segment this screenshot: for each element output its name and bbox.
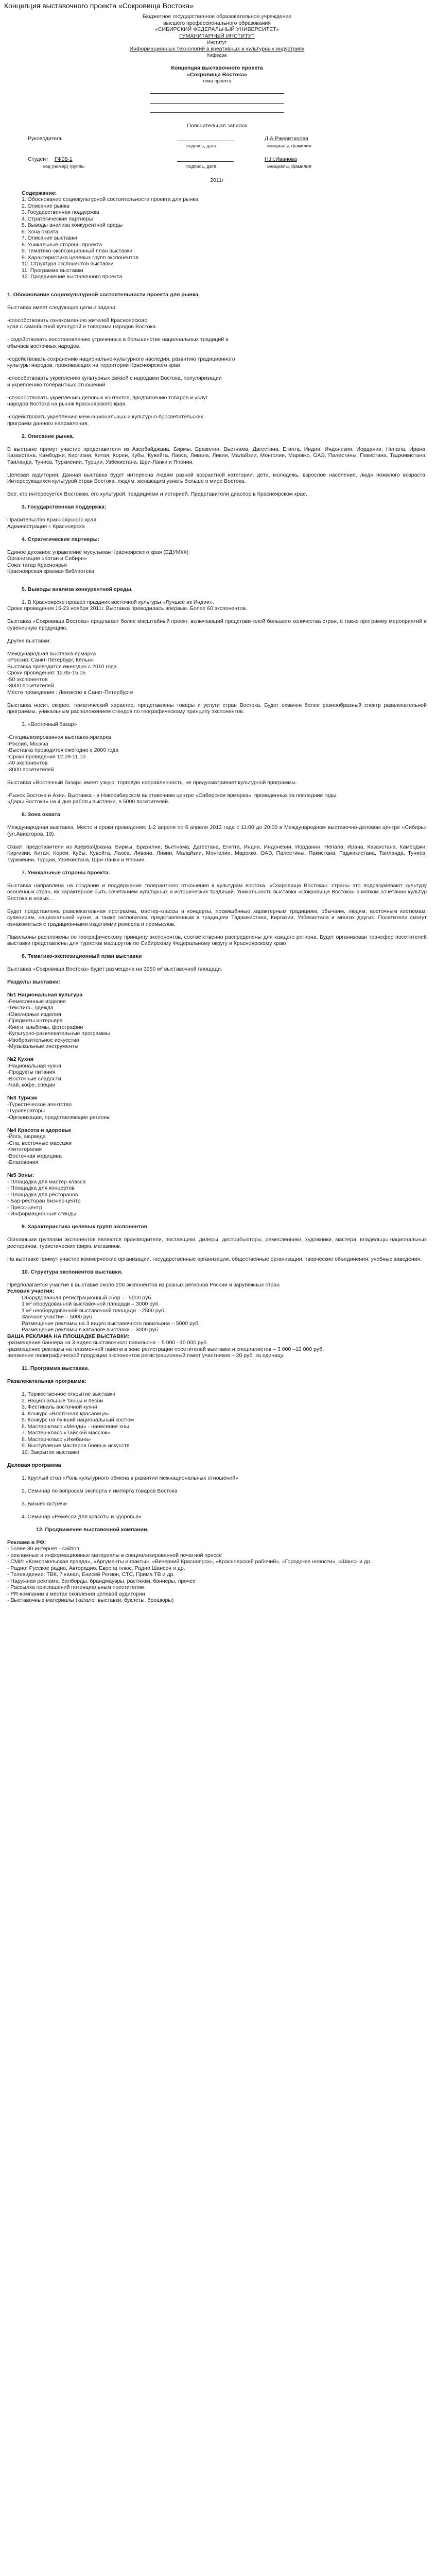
promotion-item: - Радио: Русское радио, Авторадио, Европа плюс, Радио Шансон и др.: [7, 1565, 185, 1571]
terms-item: 1 м² оборудованной выставочной площади – 3000 руб.: [22, 1301, 160, 1307]
section-1-goal: -способствовать ознакомлению жителей Красноярского: [7, 317, 148, 324]
exhibition-section-item: -Чай, кофе, специи: [7, 1082, 56, 1088]
advertising-item: -размещение рекламы на плазменной панели в зоне регистрации посетителей выставки и специалистов – 3 000 –12 000 руб.: [7, 1346, 324, 1352]
zone-item: - Площадка для мастер-класса: [7, 1178, 86, 1185]
zone-item: - Бар-ресторан Бизнес-центр: [7, 1198, 81, 1204]
advertising-item: -вложение полиграфической продукции экспонентов регистрационный пакет участников – 20 руб. за единицу.: [7, 1352, 285, 1359]
toc-list: [7, 196, 427, 280]
section-5-text: -Специализированная выставка-ярмарка: [7, 734, 111, 740]
exhibition-section-item: №3 Туризм: [7, 1095, 37, 1101]
header-university: «СИБИРСКИЙ ФЕДЕРАЛЬНЫЙ УНИВЕРСИТЕТ»: [155, 26, 279, 32]
section-3-item: Администрация г. Красноярска: [7, 523, 85, 530]
section-5-text: 1. В Красноярске прошел праздник восточной культуры «Лучшее из Индии».: [22, 599, 214, 605]
program-item: 3. Фестиваль восточной кухни: [22, 1404, 97, 1410]
exhibition-section-item: -Восточная медицина: [7, 1153, 62, 1159]
exhibition-section-item: -Ремесленные изделия: [7, 998, 66, 1005]
promotion-item: - рекламные и информационные материалы в специализированной печатной прессе: [7, 1552, 222, 1558]
exhibition-section-item: -Благовония: [7, 1159, 39, 1165]
section-11-title: 11. Программа выставки.: [22, 1365, 90, 1371]
exhibition-section-item: -Национальная кухня: [7, 1062, 61, 1069]
supervisor-row: [7, 135, 427, 143]
section-4-item: Единое духовное управление мусульман Красноярского края (ЕДУМКК): [7, 549, 189, 555]
section-1-intro: Выставка имеет следующие цели и задачи:: [7, 304, 117, 311]
business-program-item: 3. Бизнес-встречи: [22, 1500, 67, 1507]
section-1-goal: -содействовать сохранению национально-культурного наследия, развитию традиционного: [7, 355, 235, 362]
section-6-text: Международная выставка. Место и сроки проведения: 1-2 апреля по 6 апреля 2012 года с 11:00 до 20:00 в Международном выставочно-деловом центре «Сибирь» (ул.Авиаторов, 19).: [7, 824, 427, 837]
section-1-goal: и укреплению толерантных отношений: [7, 381, 106, 388]
exhibition-section-item: -Книги, альбомы, фотографии: [7, 1024, 83, 1030]
zone-item: - Площадка для концертов: [7, 1185, 75, 1191]
toc-title: Содержание:: [22, 190, 57, 196]
document-body: [7, 13, 427, 1604]
section-9-text: Основными группами экспонентов являются производители, поставщики, дилеры, дистрибьюторы, ремесленники, художники, мастера, владельцы национальных ресторанов, туристических фирм, магазинов.: [7, 1236, 427, 1249]
section-8-text: Выставка «Сокровища Востока» будет размещена на 3250 м² выставочной площади.: [7, 966, 222, 972]
student-name-caption: инициалы, фамилия: [267, 164, 311, 169]
section-7-text: Будет представлена развлекательная программа, мастер-классы и концерты, посвящённые характерным традициям, обычаям, людям, восточным костюмам, сувенирам, национальной кухне, а также экспонатам, представленным в традициях Таджикистана, Киргизии, Узбекистана и многих других. Посетители смогут ознакомиться с традиционными изделиями ремесла и промыслов.: [7, 908, 427, 927]
section-5-text: Выставка носит, скорее, тематический характер, представлены товары и услуги стран Востока. Будет охвачен более разнообразный спектр развлекательной программы, уникальным расположением стендов по географическому принципу экспонентов.: [7, 702, 427, 715]
business-program-item: 1. Круглый стол «Роль культурного обмена в развитии межнациональных отношений»: [22, 1475, 239, 1481]
header-department: Информационных технологий в креативных и культурных индустриях: [129, 45, 305, 52]
toc-item: 8. Уникальные стороны проекта: [22, 241, 102, 248]
section-5-text: Выставка проводится ежегодно с 2010 года.: [7, 663, 118, 670]
business-program-item: 2. Семинар по вопросам экспорта и импорта товаров Востока: [22, 1487, 178, 1494]
advertising-title: ВАША РЕКЛАМА НА ПЛОЩАДКЕ ВЫСТАВКИ:: [7, 1333, 130, 1340]
student-name: Н.Н.Иванова: [265, 156, 297, 162]
section-5-text: Сроки проведения 15-23 ноября 2011г. Выставка проводилась впервые. Более 60 экспонентов.: [7, 605, 248, 612]
section-8-list: [7, 992, 427, 1217]
promotion-subtitle: Реклама в РФ:: [7, 1539, 46, 1546]
header-institute-label: Институт: [207, 40, 227, 45]
terms-item: Размещение рекламы в каталоге выставки – 3000 руб.: [22, 1327, 160, 1333]
supervisor-signature-caption: подпись, дата: [186, 143, 217, 148]
student-label: Студент: [28, 156, 48, 162]
exhibition-section-item: -Фитотерапия: [7, 1146, 42, 1153]
section-2-title: 2. Описание рынка.: [22, 433, 74, 439]
section-5-text: -Сроки проведения 12.09-11.10: [7, 753, 86, 760]
exhibition-section-item: -Туроператоры: [7, 1108, 45, 1114]
exhibition-section-item: -Спа, восточные массажи: [7, 1140, 72, 1146]
section-1-goal: -содействовать укреплению межнациональных и культурно-просветительских: [7, 414, 203, 420]
section-6-title: 6. Зона охвата: [22, 811, 60, 818]
student-caption-row: [7, 163, 427, 171]
section-5-text: Выставка «Восточный базар» имеет узкую, торговую направленность, не предусматривает культурной программы.: [7, 779, 297, 786]
section-1-goal: края с самобытной культурой и товарами народов Востока.: [7, 324, 158, 330]
section-8-title: 8. Тематико-экспозиционный план выставки: [22, 953, 142, 959]
section-10-title: 10. Структура экспонентов выставки.: [22, 1268, 123, 1275]
section-1-goal: культуры народов, проживающих на территории Красноярского края: [7, 362, 180, 368]
section-5-text: Международная выставка-ярмарка: [7, 650, 96, 657]
section-8-subtitle: Разделы выставки:: [7, 979, 61, 985]
exhibition-section-item: №2 Кухня: [7, 1056, 34, 1062]
section-5-subtitle: Другие выставки:: [7, 637, 51, 644]
toc-item: 3. Государственная поддержка: [22, 209, 99, 215]
promotion-item: - более 30 интернет - сайтов: [7, 1546, 79, 1552]
promotion-item: - Рассылка приглашений потенциальным посетителям: [7, 1584, 145, 1590]
header-edu: высшего профессионального образования: [163, 20, 271, 26]
section-7-text: Павильоны распложены по географическому принципу экспонентов, соответственно распределены для каждого региона. Будет организован трансфер посетителей выставки представлены для туристов маршрутов по Сибирскому Федеральному округу и Красноярскому краю: [7, 934, 427, 946]
section-1-goal: - содействовать восстановлению утраченных в большинстве национальных традиций и: [7, 336, 229, 343]
exhibition-section-item: -Изобразительное искусство: [7, 1037, 79, 1043]
exhibition-section-item: -Восточные сладости: [7, 1075, 61, 1082]
section-5-text: -3000 посетителей: [7, 683, 54, 689]
section-5-text: -Рынок Востока и Азии. Выставка - в Новосибирском выставочном центре «Сибирская ярмарка», проведенных за последние годы.: [7, 792, 338, 799]
exhibition-section-item: №4 Красота и здоровье: [7, 1127, 72, 1133]
toc-item: 6. Зона охвата: [22, 228, 58, 235]
supervisor-label: Руководитель: [28, 135, 63, 142]
program-item: 2. Национальные танцы и песни: [22, 1397, 103, 1404]
student-row: [7, 156, 427, 163]
exhibition-section-item: -Продукты питания: [7, 1069, 56, 1075]
toc-item: 4. Стратегические партнеры: [22, 215, 93, 222]
zone-item: - Площадка для ресторанов: [7, 1191, 78, 1198]
business-program-item: 4. Семинар «Ремесла для красоты и здоровья»: [22, 1513, 142, 1520]
entertainment-title: Развлекательная программа:: [7, 1378, 86, 1384]
zone-item: - Информационные стенды: [7, 1211, 77, 1217]
section-12-title: 12. Продвижение выставочной компании.: [36, 1526, 149, 1533]
header-department-label: Кафедра: [207, 53, 227, 58]
section-4-title: 4. Стратегические партнеры:: [22, 536, 100, 543]
section-1-goal: программ данного направления.: [7, 420, 89, 427]
section-7-text: Выставка направлена на создание и поддержание толерантного отношения к культурам востока. «Сокровища Востока»: страны это подразумевают культуру особенных стран, их характерное быть сочетанием культурных и исторических традиций. Уникальность выставки «Сокровища Востока» в мягком сочетании культур Востока и новых...: [7, 882, 427, 902]
zone-item: - Пресс-центр: [7, 1204, 42, 1211]
supervisor-signature-line: [177, 135, 234, 141]
exhibition-section-item: -Йога, аюрведа: [7, 1133, 46, 1140]
student-signature-line: [177, 156, 234, 162]
document-title: Концепция выставочного проекта «Сокровища Востока»: [4, 2, 194, 10]
section-3-title: 3. Государственная поддержка:: [22, 504, 107, 510]
toc-item: 9. Тематико-экспозиционный план выставки: [22, 248, 133, 254]
document-year: 2011г: [210, 177, 224, 183]
terms-item: Размещение рекламы на 3 видео выставочного павильона – 5000 руб.: [22, 1320, 200, 1327]
student-group-caption: код (номер) группы: [43, 164, 85, 169]
section-5-text: Сроки проведения: 12.05-15.05: [7, 670, 86, 676]
program-item: 7. Мастер-класс «Тайский массаж»: [22, 1430, 110, 1436]
program-item: 8. Мастер-класс «Икебана»: [22, 1436, 91, 1443]
section-5-text: Место проведения : Ленэкспо в Санкт-Петербурге: [7, 689, 133, 696]
section-1-goal: обычаев восточных народов.: [7, 343, 81, 349]
header-ministry: Бюджетное государственное образовательное учреждение: [142, 13, 292, 20]
business-program-title: Деловая программа: [7, 1462, 61, 1468]
section-1-title: 1. Обоснование социокультурной состоятельности проекта для рынка.: [7, 291, 200, 298]
explanatory-note: Пояснительная записка: [187, 122, 247, 129]
section-9-text: На выставке примут участие коммерческие организации, государственные организации, общественные организации, творческие объединения, учебные заведения.: [7, 1256, 422, 1262]
zones-title: №5 Зоны:: [7, 1172, 34, 1178]
program-item: 9. Выступление мастеров боевых искусств: [22, 1443, 130, 1449]
supervisor-caption-row: [7, 143, 427, 150]
section-4-item: Организация «Котан и Сибири»: [7, 555, 87, 562]
section-5-text: -3000 посетителей: [7, 766, 54, 773]
exhibition-section-item: -Туристическое агентство: [7, 1101, 72, 1108]
section-5-text: -50 экспонентов: [7, 676, 48, 683]
terms-title: Условия участия:: [7, 1288, 55, 1294]
exhibition-section-item: -Предметы интерьера: [7, 1018, 63, 1024]
program-item: 5. Конкурс на лучший национальный костюм: [22, 1417, 134, 1423]
toc-item: 11. Программа выставки: [22, 267, 83, 274]
toc-item: 5. Выводы анализа конкурентной среды: [22, 222, 123, 228]
toc-item: 12. Продвижение выставочного проекта: [22, 274, 123, 280]
terms-item: Оборудованная регистрационный сбор — 5000 руб.: [22, 1294, 153, 1301]
blank-line: [150, 98, 284, 104]
promotion-item: - Наружная реклама: билборды, брандмауэры, растяжки, баннеры, прочее: [7, 1578, 196, 1584]
program-item: 10. Закрытие выставки: [22, 1449, 80, 1455]
project-title-label: тема проекта: [202, 78, 232, 83]
section-5-title: 5. Выводы анализа конкурентной среды.: [22, 586, 133, 592]
blank-line: [150, 88, 284, 94]
section-6-text: Охват: представители из Азербайджана, Бирмы, Бразилии, Вьетнама, Дагестана, Египта, Индии, Индонезии, Иордании, Непала, Ирана, Казахстана, Камбоджи, Киргизии, Китая, Кореи, Кубы, Кувейта, Лаоса, Ливана, Ливии, Малайзии, Монголии, Марокко, ОАЭ, Палестины, Пакистана, Таджикистана, Таиланда, Туниса, Туркмении, Турции, Узбекистана, Шри-Ланки и Японии.: [7, 843, 427, 863]
section-4-item: Союз татар Красноярья: [7, 562, 67, 568]
supervisor-name: Д.А.Ржевитинова: [265, 135, 308, 142]
advertising-item: -размещение баннера на 3 видео выставочного павильона – 5 000 –10 000 руб.: [7, 1340, 208, 1346]
section-7-title: 7. Уникальные стороны проекта.: [22, 869, 110, 876]
exhibition-section-item: -Культурно-развлекательные программы: [7, 1030, 110, 1037]
promotion-item: - Выставочные материалы (каталог выставки, буклеты, брошюры): [7, 1597, 174, 1603]
section-5-text: -40 экспонентов: [7, 760, 48, 766]
program-item: 1. Торжественное открытие выставки: [22, 1391, 116, 1397]
exhibition-section-item: №1 Национальная культура: [7, 992, 83, 998]
section-3-item: Правительство Красноярского края: [7, 517, 97, 523]
student-signature-caption: подпись, дата: [186, 164, 217, 169]
exhibition-section-item: -Музыкальные инструменты: [7, 1043, 79, 1049]
section-2-paragraph: Целевая аудитория: Данная выставка будет интересна людям разной возрастной категории: дети, молодежь, взрослое население, люди пожилого возраста. Интересующихся культурой стран Востока, людям, желающим узнать больше о мире Востока.: [7, 471, 427, 484]
project-title-line1: Концепция выставочного проекта: [171, 65, 263, 71]
exhibition-section-item: -Ювелирные изделия: [7, 1011, 61, 1018]
toc-item: 10. Структура экспонентов выставки: [22, 261, 114, 267]
section-5-text: «Дары Востока» на 4 дня работы выставки, в 5000 посетителей.: [7, 799, 169, 805]
program-item: 6. Мастер-класс «Менди» - нанесение хны: [22, 1423, 129, 1430]
section-9-title: 9. Характеристика целевых групп экспонентов: [22, 1224, 148, 1230]
section-1-goal: -способствовать укреплению культурных связей с народами Востока, популяризации: [7, 375, 222, 381]
program-item: 4. Конкурс «Восточная красавица»: [22, 1410, 109, 1417]
section-2-paragraph: В выставке примут участие представители из Азербайджана, Бирмы, Бразилии, Вьетнама, Дагестана, Египта, Индии, Индонезии, Иордании, Непала, Ирана, Казахстана, Камбоджи, Киргизии, Китая, Кореи, Кубы, Кувейта, Лаоса, Ливана, Ливии, Малайзии, Монголии, Марокко, ОАЭ, Палестины, Пакистана, Таджикистана, Таиланда, Туниса, Туркмении, Турции, Узбекистана, Шри-Ланки и Японии.: [7, 446, 427, 465]
section-1-goal: -способствовать укреплению деловых контактов, продвижению товаров и услуг: [7, 394, 208, 401]
exhibition-section-item: -Текстиль, одежда: [7, 1005, 54, 1011]
toc-item: 9. Характеристика целевых групп экспонентов: [22, 254, 138, 261]
supervisor-name-caption: инициалы, фамилия: [267, 143, 311, 148]
terms-item: Заочное участие – 5000 руб.: [22, 1314, 94, 1320]
toc-item: 1. Обоснование социокультурной состоятельности проекта для рынка: [22, 196, 199, 202]
section-5-text: «Россия: Санкт-Петербург, Кёльн»: [7, 657, 94, 663]
project-title-line2: «Сокровища Востока»: [187, 71, 247, 78]
student-group: ГФ08-1: [55, 156, 73, 162]
section-5-text: -Россия, Москва: [7, 740, 48, 747]
terms-item: 1 м² необорудованной выставочной площади – 2500 руб.: [22, 1307, 166, 1314]
section-10-text: Предполагается участие в выставке около 200 экспонентов из разных регионов России и зарубежных стран: [7, 1281, 280, 1288]
toc-item: 7. Описание выставки: [22, 235, 77, 241]
section-5-text: -Выставка проводится ежегодно с 2000 года: [7, 747, 119, 753]
section-2-paragraph: Все, кто интересуется Востоком, его культурой, традициями и историей. Представители диаспор в Красноярском крае.: [7, 491, 307, 497]
promotion-item: - Телевидение: ТВК, 7 канал, Енисей Регион, СТС, Прима ТВ и др.: [7, 1571, 175, 1578]
section-5-subtitle: 3. «Восточный базар»: [22, 721, 77, 727]
header-institute: ГУМАНИТАРНЫЙ ИНСТИТУТ: [179, 32, 255, 39]
toc-item: 2. Описание рынка: [22, 202, 69, 209]
section-4-item: Красноярская краевая библиотека: [7, 568, 94, 574]
section-5-text: Выставка «Сокровища Востока» предлагает более масштабный проект, включающий представителей большего количества стран, а также программу мероприятий и сувенирную продукцию.: [7, 618, 427, 631]
promotion-item: - PR-компании в местах скопления целевой аудитории: [7, 1590, 145, 1597]
exhibition-section-item: -Организации, представляющие регионы: [7, 1114, 111, 1121]
promotion-item: - СМИ: «Комсомольская правда», «Аргументы и факты», «Вечерний Красноярск», «Красноярский рабочий», «Городские новости», «Шанс» и др.: [7, 1558, 372, 1565]
section-1-goal: народов Востока на рынок Красноярского края.: [7, 401, 127, 407]
blank-line: [150, 107, 284, 113]
